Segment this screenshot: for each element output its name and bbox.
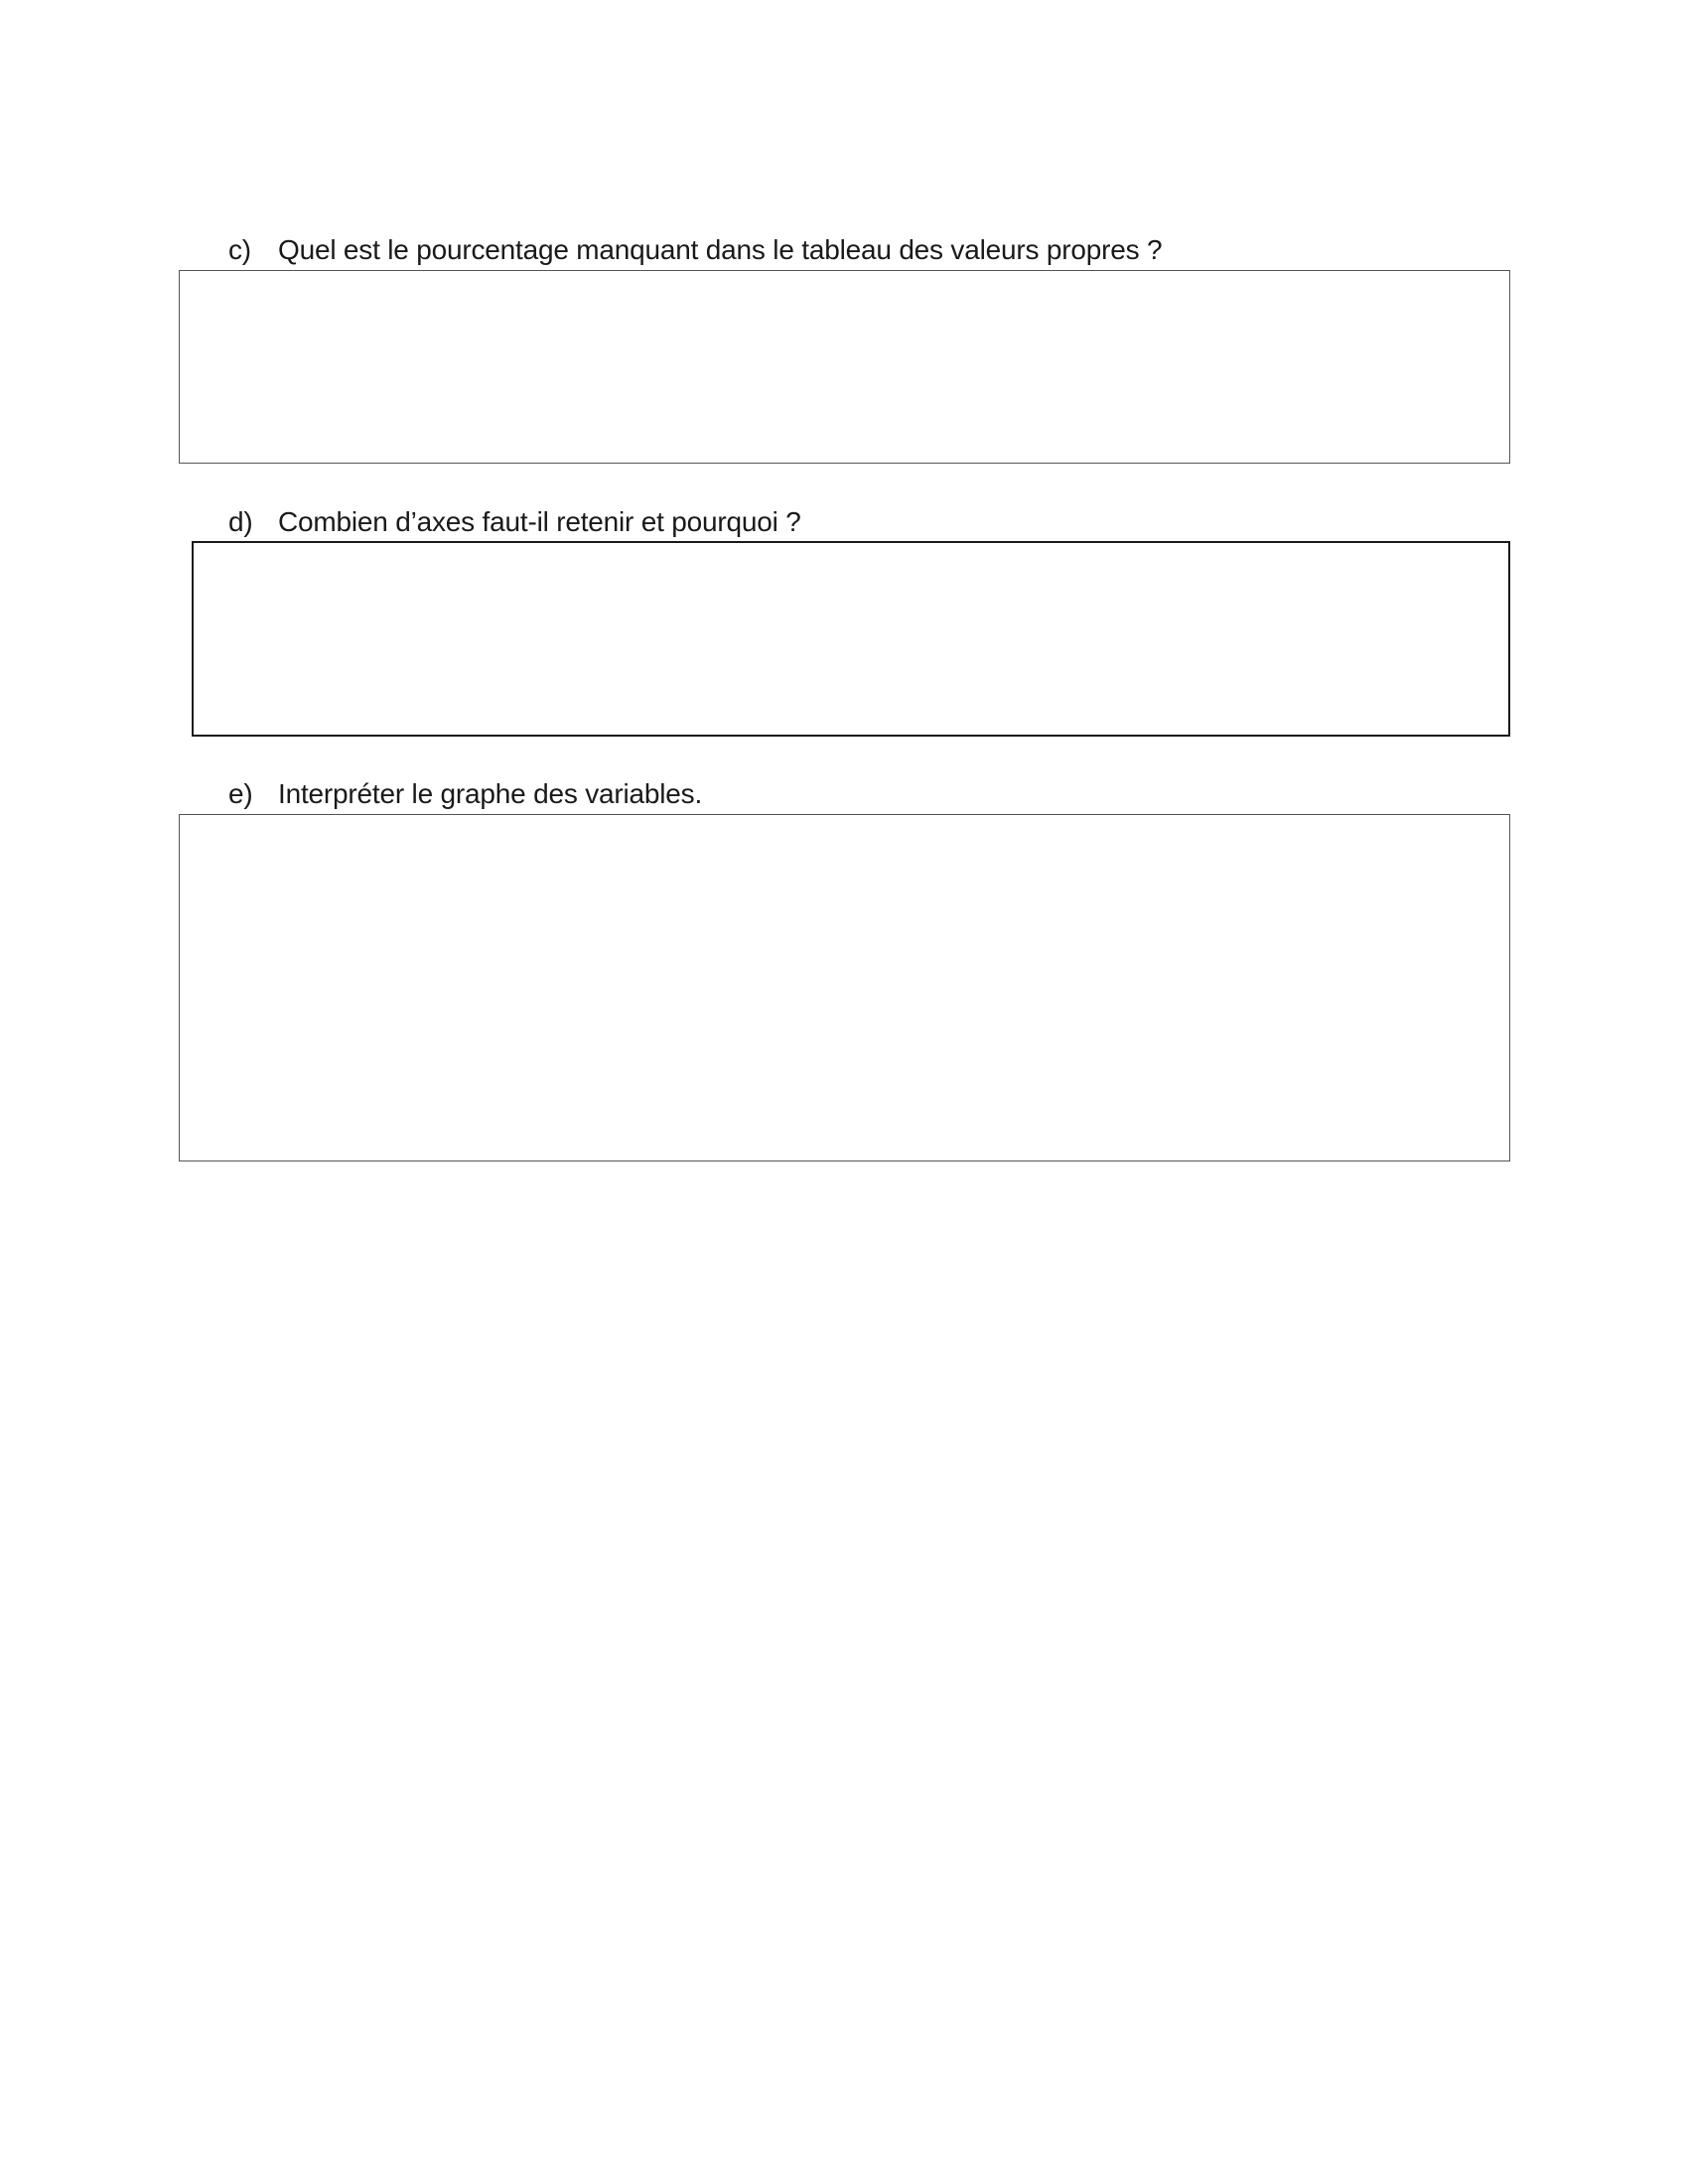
- question-marker: d): [228, 506, 253, 537]
- question-text: Combien d’axes faut-il retenir et pourquoi ?: [278, 506, 801, 537]
- question-d: [228, 504, 801, 540]
- question-c: [228, 232, 1162, 268]
- question-e: [228, 776, 702, 812]
- question-text: Interpréter le graphe des variables.: [278, 778, 703, 809]
- answer-box-c[interactable]: [179, 270, 1510, 464]
- answer-box-e[interactable]: [179, 814, 1510, 1161]
- question-marker: c): [228, 234, 251, 265]
- question-marker: e): [228, 778, 253, 809]
- question-text: Quel est le pourcentage manquant dans le tableau des valeurs propres ?: [278, 234, 1163, 265]
- answer-box-d[interactable]: [192, 541, 1510, 737]
